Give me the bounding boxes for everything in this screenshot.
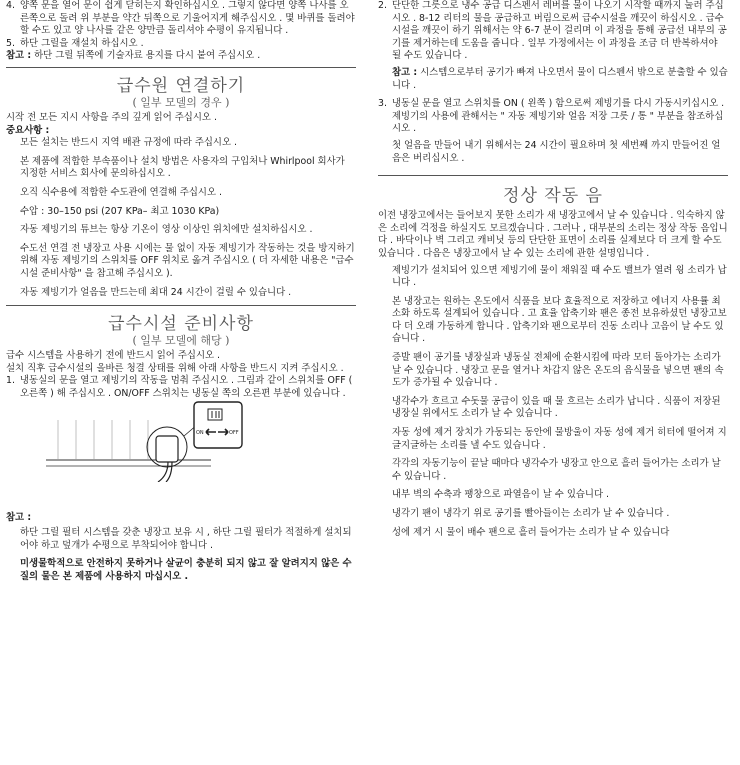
sound-item: 제빙기가 설치되어 있으면 제빙기에 물이 채워질 때 수도 밸브가 열려 윙 소리가 납니다 . (392, 264, 727, 289)
warning-text: 미생물학적으로 안전하지 못하거나 살균이 충분히 되지 않고 잘 알려지지 않은 수질의 물은 본 제품에 사용하지 마십시오 . (20, 558, 352, 582)
off-label: OFF (229, 430, 239, 437)
sound-item: 증발 팬이 공기를 냉장실과 냉동실 전체에 순환시킴에 따라 모터 돌아가는 소리가 날 수 있습니다 . 냉장고 문을 열거나 차갑지 않은 온도의 음식물을 넣으면 팬의 속도가 증가될 수 있습니다 . (392, 352, 724, 389)
intro-text: 이전 냉장고에서는 들어보지 못한 소리가 새 냉장고에서 날 수 있습니다 . 익숙하지 않은 소리에 걱정을 하실지도 모르겠습니다 . 그러나 , 대부분의 소리는 정상 작동 음입니다 . 바닥이나 벽 그리고 캐비닛 등의 단단한 표면이 소리를 실제보다 더 크게 할 수도 있습니다 . 다음은 냉장고에서 날 수 있는 소리에 관한 설명입니다 . (378, 210, 728, 259)
step-text: 단단한 그릇으로 냉수 공급 디스펜서 레버를 물이 나오기 시작할 때까지 눌러 주십시오 . 8-12 리터의 물을 공급하고 버림으로써 급수시설을 깨끗이 하십시오 . 급수 시설을 깨끗이 하기 위해서는 약 6-7 분이 걸리며 이 과정을 통해 공급선 내부의 공기를 제거하는데 도움을 줍니다 . 일부 가정에서는 이 과정을 조금 더 반복하셔야 될 수도 있습니다 . (392, 0, 727, 62)
note-text: 하단 그릴 뒤쪽에 기술자료 용지를 다시 붙여 주십시오 . (31, 50, 261, 62)
step-5 (6, 38, 356, 51)
step-text: 냉동실 문을 열고 스위치를 ON ( 왼쪽 ) 함으로써 제빙기를 다시 가동시키십시오 . 제빙기의 사용에 관해서는 " 자동 제빙기와 얼음 저장 그릇 / 통 " 부분을 참조하십시오 . (392, 98, 725, 135)
note-text: 하단 그릴 필터 시스템을 갖춘 냉장고 보유 시 , 하단 그릴 필터가 적절하게 설치되어야 하고 덮개가 수평으로 부착되어야 합니다 . (20, 527, 352, 551)
section-title-water-prep: 급수시설 준비사항 (108, 314, 254, 335)
sound-item: 냉각수가 흐르고 수돗물 공급이 있을 때 물 흐르는 소리가 납니다 . 식품이 저장된 냉장실 위에서도 소리가 날 수 있습니다 . (392, 395, 721, 420)
note-label: 참고 : (392, 66, 418, 78)
ice-maker-body (156, 436, 178, 462)
on-label: ON (196, 430, 204, 437)
important-label: 중요사항 : (6, 124, 50, 136)
right-column (378, 0, 728, 539)
step-4 (6, 0, 356, 38)
important-item: 수도선 연결 전 냉장고 사용 시에는 물 없이 자동 제빙기가 작동하는 것을 방지하기 위해 자동 제빙기의 스위치를 OFF 위치로 옮겨 주십시오 ( 더 자세한 내용은 "급수시설 준비사항" 을 참고해 주십시오 ). (20, 242, 355, 279)
section-title-normal-sounds: 정상 작동 음 (503, 186, 603, 207)
section-subtitle: ( 일부 모델의 경우 ) (132, 95, 230, 109)
sound-item: 본 냉장고는 원하는 온도에서 식품을 보다 효율적으로 저장하고 에너지 사용률 최소화 하도록 설계되어 있습니다 . 고 효율 압축기와 팬은 종전 보유하셨던 냉장고보다 더 오래 가동하게 합니다 . 압축기와 팬으로부터 진동 소리나 고음이 날 수도 있습니다 . (392, 295, 727, 345)
step-text: 냉동실의 문을 열고 제빙기의 작동을 멈춰 주십시오 . 그림과 같이 스위치를 OFF ( 오른쪽 ) 해 주십시오 . ON/OFF 스위치는 냉동실 쪽의 오른편 부분에 있습니다 . (20, 375, 353, 399)
ice-maker-switch-diagram (46, 400, 246, 482)
step-number: 4. (6, 0, 15, 11)
sound-item: 내부 벽의 수축과 팽창으로 파열음이 날 수 있습니다 . (392, 489, 610, 501)
intro-text: 시작 전 모든 지시 사항을 주의 깊게 읽어 주십시오 . (6, 111, 217, 123)
sound-item: 성에 제거 시 물이 배수 팬으로 흘러 들어가는 소리가 날 수 있습니다 (392, 526, 670, 538)
sound-item: 자동 성에 제거 장치가 가동되는 동안에 물방울이 자동 성에 제거 히터에 떨어져 지글지글하는 소리를 낼 수도 있습니다 . (392, 427, 727, 451)
note-label: 참고 : (6, 512, 32, 524)
section-title-water-connection: 급수원 연결하기 (116, 75, 246, 96)
step-note (378, 67, 728, 92)
intro-text: 급수 시스템을 사용하기 전에 반드시 읽어 주십시오 . (6, 350, 221, 362)
step-text: 양쪽 문을 열어 문이 쉽게 닫히는지 확인하십시오 . 그렇지 않다면 양쪽 나사를 오른쪽으로 돌려 위 부분을 약간 뒤쪽으로 기울어지게 해주십시오 . 몇 바퀴를 돌려야 할 수도 있고 양 나사를 같은 양만큼 돌리셔야 수평이 유지됩니다 . (20, 0, 355, 37)
section-subtitle: ( 일부 모델에 해당 ) (132, 334, 230, 348)
step-2 (378, 0, 728, 63)
note-label: 참고 : (6, 50, 32, 62)
important-item: 본 제품에 적합한 부속품이나 설치 방법은 사용자의 구입처나 Whirlpool 회사가 지정한 서비스 회사에 문의하십시오 . (20, 155, 345, 180)
important-item: 자동 제빙기가 얼음을 만드는데 최대 24 시간이 걸릴 수 있습니다 . (20, 286, 292, 298)
important-item: 수압 : 30–150 psi (207 KPa– 최고 1030 KPa) (20, 205, 220, 217)
note (6, 50, 356, 63)
important-item: 오직 식수용에 적합한 수도관에 연결해 주십시오 . (20, 186, 222, 198)
step-number: 5. (6, 37, 15, 49)
important-item: 모든 설치는 반드시 지역 배관 규정에 따라 주십시오 . (20, 137, 238, 149)
sound-item: 각각의 자동기능이 끝날 때마다 냉각수가 냉장고 안으로 흘러 들어가는 소리가 날 수 있습니다 . (392, 458, 721, 482)
step-number: 3. (378, 98, 387, 110)
intro-text: 설치 직후 급수시설의 올바른 청결 상태를 위해 아래 사항을 반드시 지켜 주십시오 . (6, 362, 344, 374)
step-number: 2. (378, 0, 387, 11)
step-3 (378, 98, 728, 136)
note-text: 시스템으로부터 공기가 빠져 나오면서 물이 디스펜서 밖으로 분출할 수 있습니다 . (392, 66, 728, 91)
sound-item: 냉각기 팬이 냉각기 위로 공기를 빨아들이는 소리가 날 수 있습니다 . (392, 508, 670, 519)
important-item: 자동 제빙기의 튜브는 항상 기온이 영상 이상인 위치에만 설치하십시오 . (20, 224, 313, 236)
step-text: 하단 그릴을 재설치 하십시오 . (20, 37, 144, 49)
step-number: 1. (6, 375, 15, 387)
step-extra: 첫 얼음을 만들어 내기 위해서는 24 시간이 필요하며 첫 세번째 까지 만들어진 얼음은 버리십시오 . (392, 139, 721, 164)
step-1 (6, 375, 356, 400)
left-column (6, 0, 356, 583)
